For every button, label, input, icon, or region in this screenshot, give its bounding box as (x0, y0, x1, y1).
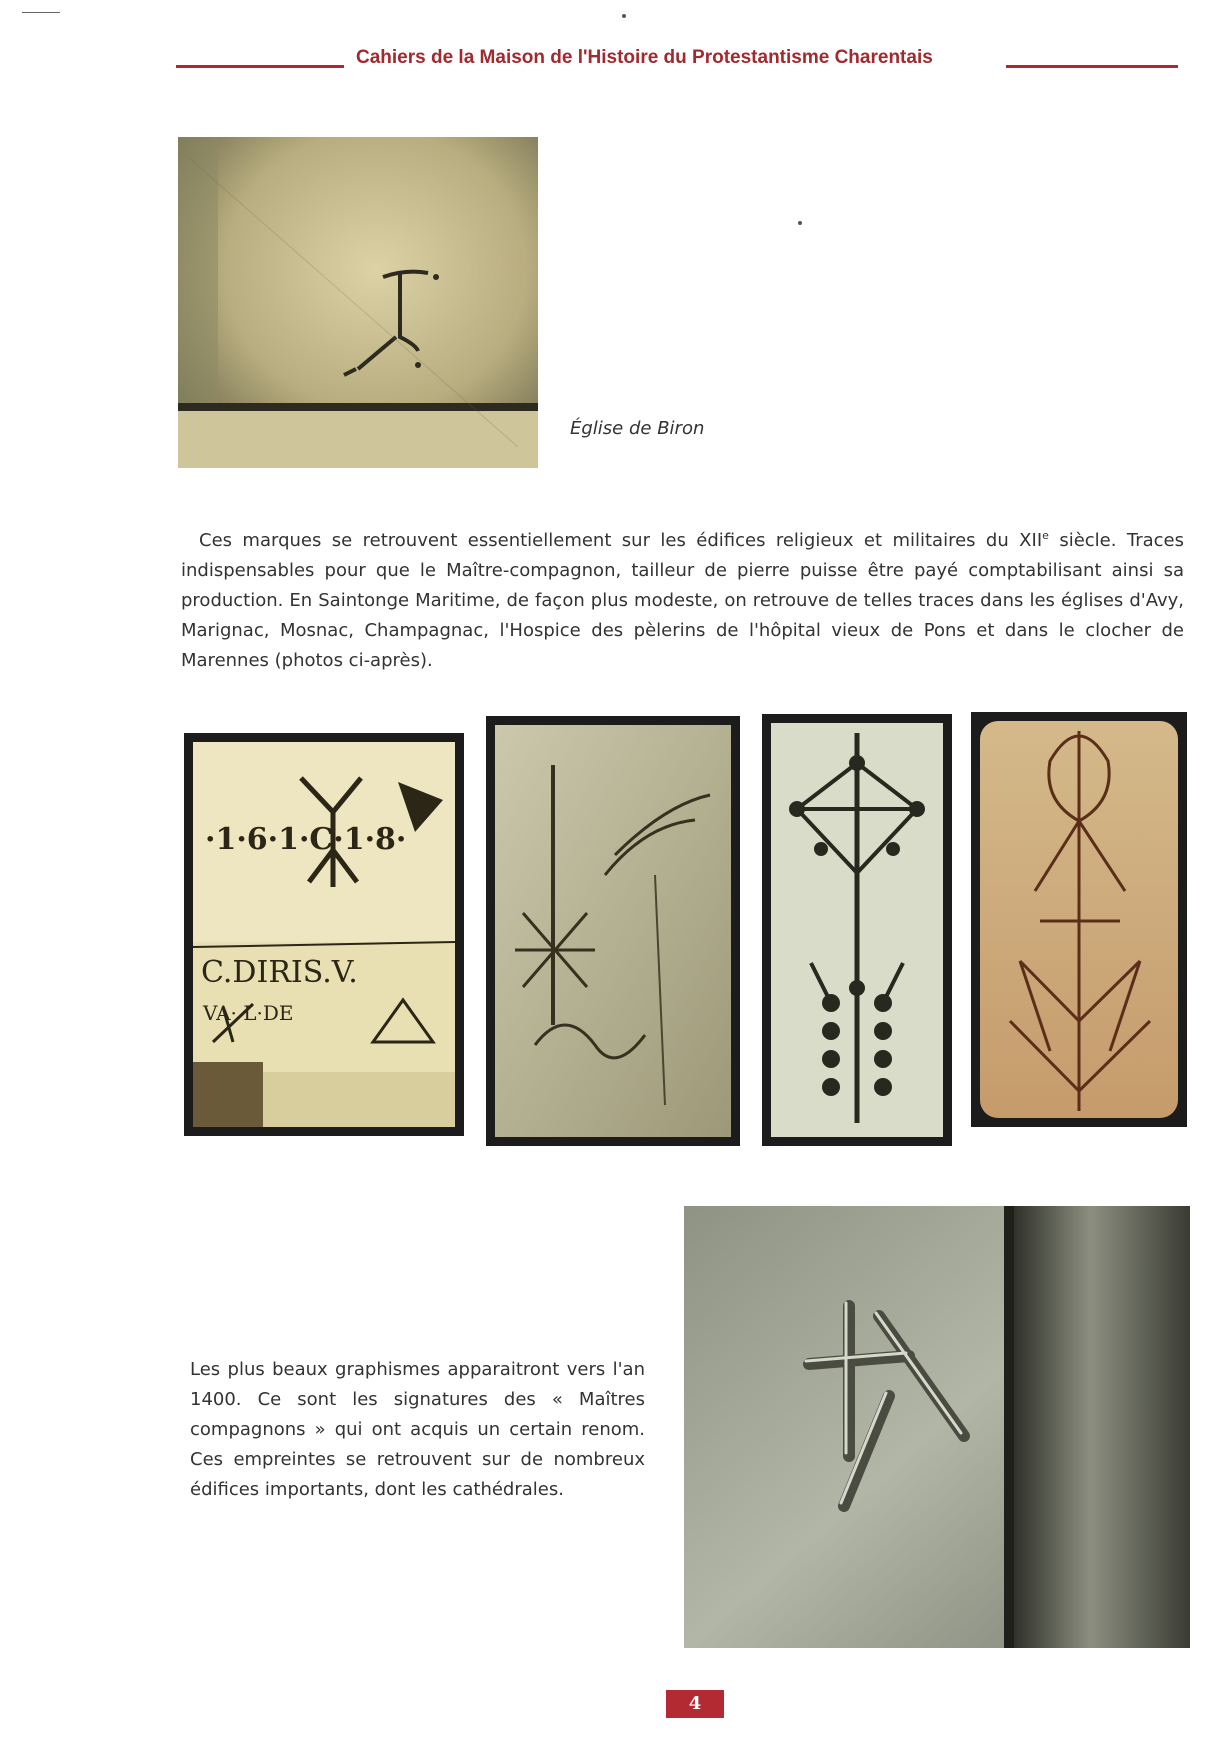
photo-cathedral-master-mark (684, 1206, 1190, 1648)
paragraph-stone-marks (181, 521, 1184, 676)
photo-stone-figure-mark (971, 712, 1187, 1127)
header-rule-right (1006, 65, 1178, 68)
speck (622, 14, 626, 18)
page-number-badge: 4 (666, 1690, 724, 1718)
photo-stone-star-mark (486, 716, 740, 1146)
stone-name-inscription: C.DIRIS.V. (201, 955, 358, 990)
corner-mark (22, 12, 60, 13)
header-rule-left (176, 65, 344, 68)
photo-stone-dated-inscription (184, 733, 464, 1136)
stone-date-inscription: ·1·6·1·C·1·8· (205, 822, 407, 857)
paragraph-1-text-b: siècle. Traces indispensables pour que le Maître-compagnon, tailleur de pierre puisse être payé comptabilisant ainsi sa production. En Saintonge Maritime, de façon plus modeste, on retrouve de telles traces dans les églises d'Avy, Marignac, Mosnac, Champagnac, l'Hospice des pèlerins de l'hôpital vieux de Pons et dans le clocher de Marennes (photos ci-après). (181, 530, 1184, 671)
photo-stone-dotted-cross (762, 714, 952, 1146)
paragraph-1-superscript: e (1042, 529, 1049, 542)
caption-biron: Église de Biron (570, 418, 705, 439)
running-header-title: Cahiers de la Maison de l'Histoire du Protestantisme Charentais (356, 47, 933, 68)
stone-second-inscription: VA· L·DE (203, 1001, 294, 1025)
paragraph-master-signatures: Les plus beaux graphismes apparaitront vers l'an 1400. Ce sont les signatures des « Maîtres compagnons » qui ont acquis un certain renom. Ces empreintes se retrouvent sur de nombreux édifices importants, dont les cathédrales. (190, 1359, 645, 1500)
paragraph-1-text-a: Ces marques se retrouvent essentiellement sur les édifices religieux et militaires du XII (199, 530, 1043, 551)
photo-biron-mason-mark (178, 137, 538, 468)
speck (798, 221, 802, 225)
